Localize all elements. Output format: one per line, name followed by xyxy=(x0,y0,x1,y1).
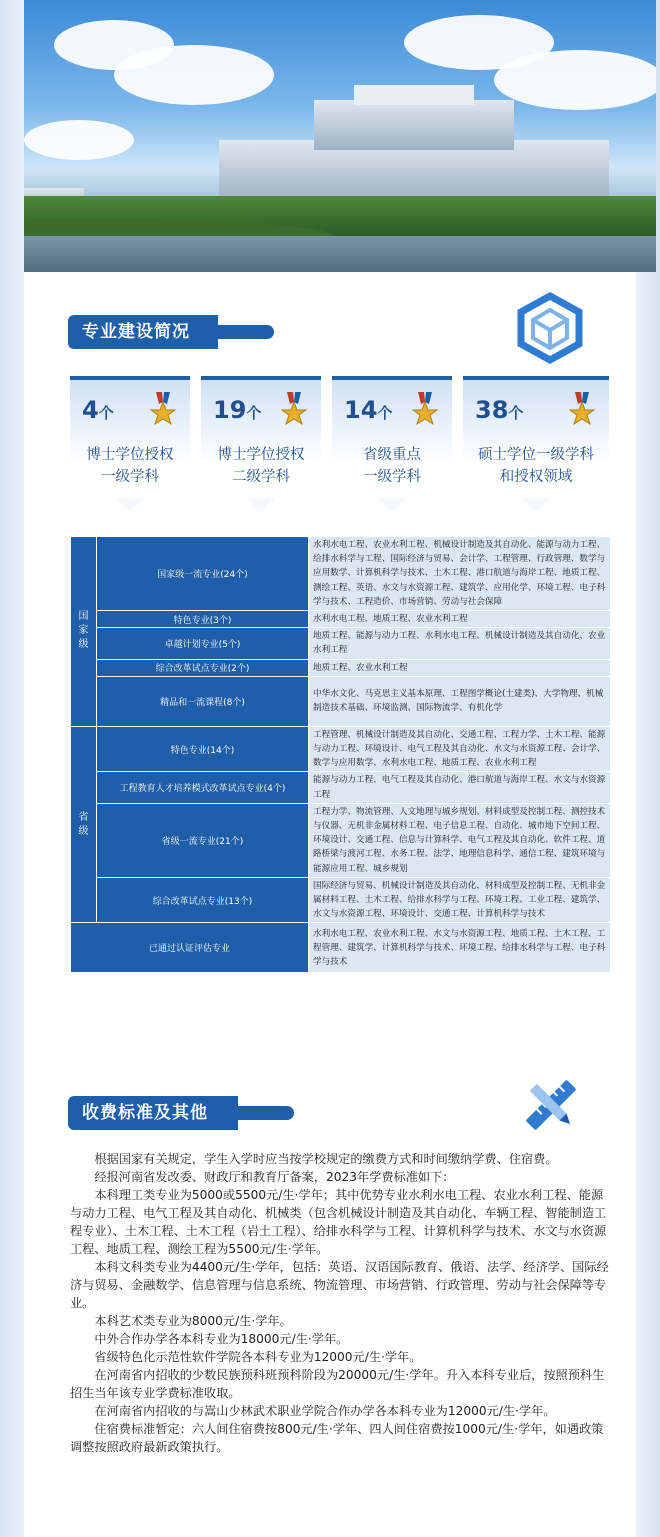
category-cell: 省级一流专业(21个) xyxy=(97,803,309,877)
table-row xyxy=(71,659,611,676)
ruler-pencil-icon xyxy=(520,1074,582,1136)
paragraph: 经报河南省发改委、财政厅和教育厅备案，2023年学费标准如下： xyxy=(94,1170,455,1184)
stat-card-masters xyxy=(463,376,609,498)
stat-label: 博士学位授权一级学科 xyxy=(86,447,174,485)
category-cell: 综合改革试点专业(2个) xyxy=(97,659,309,676)
majors-cell: 水利水电工程、农业水利工程、水文与水资源工程、地质工程、土木工程、工程管理、建筑学、计算机科学与技术、环境工程、给排水科学与工程、电子科学与技术 xyxy=(309,923,611,973)
stat-label: 硕士学位一级学科和授权领域 xyxy=(478,447,594,485)
majors-cell: 中华水文化、马克思主义基本原理、工程图学概论(土建类)、大学物理、机械制造技术基础、环境监测、国际物流学、有机化学 xyxy=(309,676,611,726)
stat-card-doctoral-first xyxy=(70,376,190,498)
table-row xyxy=(71,726,611,772)
section-title-majors: 专业建设简况 xyxy=(68,315,218,349)
majors-table xyxy=(70,536,610,973)
stat-label: 博士学位授权二级学科 xyxy=(217,447,305,485)
paragraph: 中外合作办学各本科专业为18000元/生·学年。 xyxy=(94,1332,349,1346)
majors-cell: 工程力学、物流管理、人文地理与城乡规划、材料成型及控制工程、测控技术与仪器、无机非金属材料工程、电子信息工程、自动化、城市地下空间工程、环境设计、交通工程、信息与计算科学、电气工程及其自动化、软件工程、道路桥梁与渡河工程、水务工程、法学、地理信息科学、通信工程、建筑环境与能源应用工程、城乡规划 xyxy=(309,803,611,877)
category-cell: 国家级一流专业(24个) xyxy=(97,537,309,611)
stat-number: 38个 xyxy=(475,396,524,424)
category-cell: 特色专业(3个) xyxy=(97,611,309,628)
category-cell: 卓越计划专业(5个) xyxy=(97,628,309,659)
category-cell: 工程教育人才培养模式改革试点专业(4个) xyxy=(97,772,309,803)
table-row xyxy=(71,877,611,923)
medal-icon xyxy=(150,392,176,426)
paragraph: 住宿费标准暂定：六人间住宿费按800元/生·学年、四人间住宿费按1000元/生·学年，如遇政策调整按照政府最新政策执行。 xyxy=(70,1422,604,1454)
majors-cell: 地质工程、能源与动力工程、水利水电工程、机械设计制造及其自动化、农业水利工程 xyxy=(309,628,611,659)
section-title-fees: 收费标准及其他 xyxy=(68,1096,238,1130)
majors-cell: 能源与动力工程、电气工程及其自动化、港口航道与海岸工程、水文与水资源工程 xyxy=(309,772,611,803)
stat-number: 19个 xyxy=(213,396,262,424)
majors-cell: 水利水电工程、地质工程、农业水利工程 xyxy=(309,611,611,628)
majors-cell: 地质工程、农业水利工程 xyxy=(309,659,611,676)
paragraph: 本科文科类专业为4400元/生·学年，包括：英语、汉语国际教育、俄语、法学、经济学、国际经济与贸易、金融数学、信息管理与信息系统、物流管理、市场营销、行政管理、劳动与社会保障等专业。 xyxy=(70,1260,609,1310)
medal-icon xyxy=(412,392,438,426)
medal-icon xyxy=(281,392,307,426)
category-cell-certified: 已通过认证评估专业 xyxy=(71,923,309,973)
paragraph: 省级特色化示范性软件学院各本科专业为12000元/生·学年。 xyxy=(94,1350,422,1364)
stat-label: 省级重点一级学科 xyxy=(363,447,421,485)
cube-hexagon-icon xyxy=(515,292,585,364)
stat-card-provincial-key xyxy=(332,376,452,498)
majors-cell: 工程管理、机械设计制造及其自动化、交通工程、工程力学、土木工程、能源与动力工程、环境设计、电气工程及其自动化、水文与水资源工程、会计学、数学与应用数学、水利水电工程、地质工程、农业水利工程 xyxy=(309,726,611,772)
level-provincial: 省级 xyxy=(71,726,97,923)
category-cell: 精品和一流课程(8个) xyxy=(97,676,309,726)
table-row xyxy=(71,923,611,973)
stat-card-doctoral-second xyxy=(201,376,321,498)
campus-photo xyxy=(24,0,656,272)
table-row xyxy=(71,537,611,611)
paragraph: 本科艺术类专业为8000元/生·学年。 xyxy=(94,1314,292,1328)
table-row xyxy=(71,803,611,877)
level-national: 国家级 xyxy=(71,537,97,727)
paragraph: 本科理工类专业为5000或5500元/生·学年；其中优势专业水利水电工程、农业水利工程、能源与动力工程、电气工程及其自动化、机械类（包含机械设计制造及其自动化、车辆工程、智能制造工程专业）、土木工程、土木工程（岩土工程）、给排水科学与工程、计算机科学与技术、水文与水资源工程、地质工程、测绘工程为5500元/生·学年。 xyxy=(70,1188,607,1256)
table-row xyxy=(71,676,611,726)
majors-cell: 水利水电工程、农业水利工程、机械设计制造及其自动化、能源与动力工程、给排水科学与工程、国际经济与贸易、会计学、工程管理、行政管理、数学与应用数学、计算机科学与技术、土木工程、港口航道与海岸工程、地质工程、测绘工程、英语、水文与水资源工程、建筑学、应用化学、环境工程、电子科学与技术、工程造价、市场营销、劳动与社会保障 xyxy=(309,537,611,611)
paragraph: 在河南省内招收的少数民族预科班预科阶段为20000元/生·学年。升入本科专业后，按照预科生招生当年该专业学费标准收取。 xyxy=(70,1368,605,1400)
paragraph: 在河南省内招收的与嵩山少林武术职业学院合作办学各本科专业为12000元/生·学年。 xyxy=(94,1404,556,1418)
paragraph: 根据国家有关规定，学生入学时应当按学校规定的缴费方式和时间缴纳学费、住宿费。 xyxy=(94,1152,558,1166)
table-row xyxy=(71,611,611,628)
stat-number: 14个 xyxy=(344,396,393,424)
table-row xyxy=(71,628,611,659)
left-side-panel xyxy=(0,0,24,1537)
table-row xyxy=(71,772,611,803)
stat-number: 4个 xyxy=(82,396,114,424)
medal-icon xyxy=(569,392,595,426)
fee-description xyxy=(70,1150,610,1456)
category-cell: 特色专业(14个) xyxy=(97,726,309,772)
majors-cell: 国际经济与贸易、机械设计制造及其自动化、材料成型及控制工程、无机非金属材料工程、土木工程、给排水科学与工程、环境工程、工业工程、建筑学、水文与水资源工程、环境设计、交通工程、计算机科学与技术 xyxy=(309,877,611,923)
category-cell: 综合改革试点专业(13个) xyxy=(97,877,309,923)
